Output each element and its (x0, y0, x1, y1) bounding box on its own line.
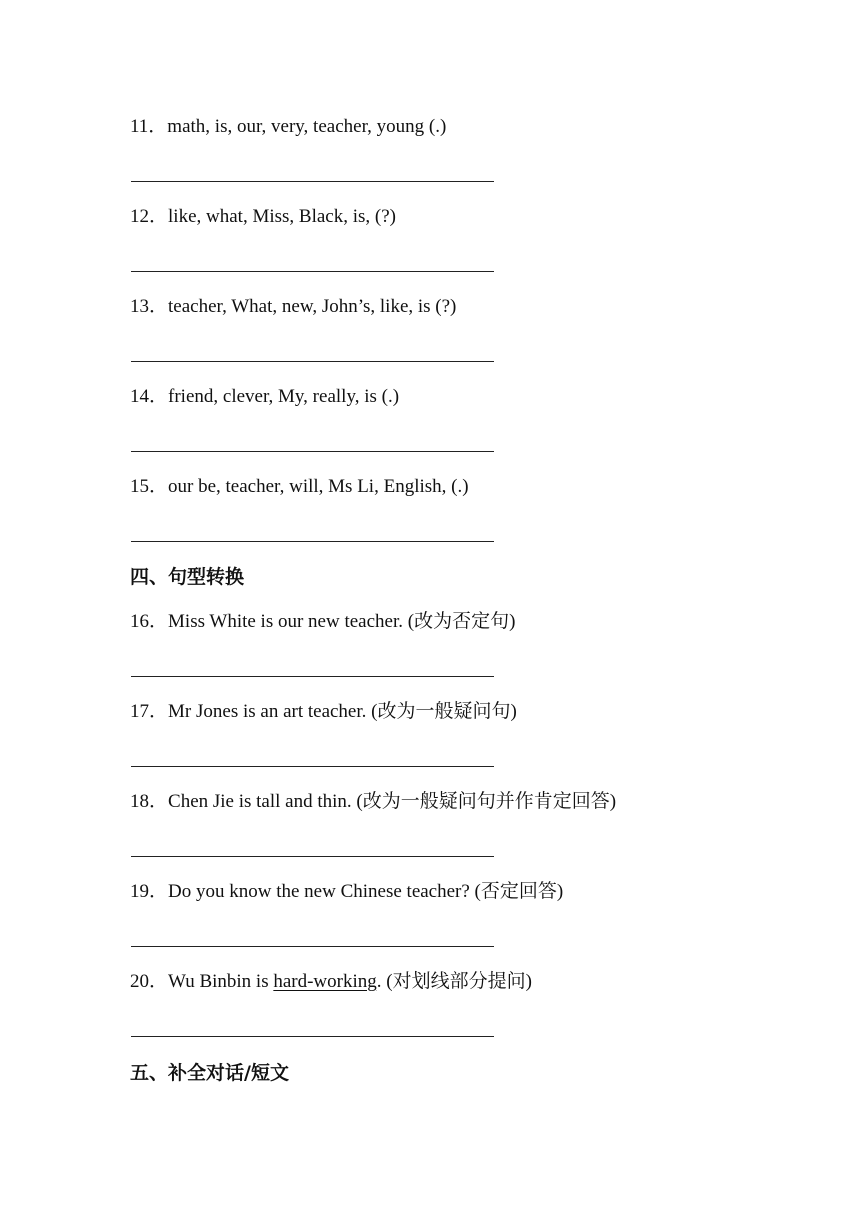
question-text: Do you know the new Chinese teacher? (否定回答) (168, 881, 564, 902)
question-17 (130, 700, 517, 724)
question-number: 20． (130, 971, 169, 992)
question-text: math, is, our, very, teacher, young (.) (167, 116, 447, 137)
answer-line-11[interactable] (131, 181, 494, 182)
question-text: Miss White is our new teacher. (改为否定句) (168, 611, 516, 632)
question-number: 14． (130, 386, 169, 407)
question-number: 13． (130, 296, 169, 317)
question-number: 11． (130, 116, 168, 137)
answer-line-15[interactable] (131, 541, 494, 542)
question-12 (130, 205, 396, 229)
question-text: Chen Jie is tall and thin. (改为一般疑问句并作肯定回答) (168, 791, 617, 812)
answer-line-14[interactable] (131, 451, 494, 452)
question-text: Mr Jones is an art teacher. (改为一般疑问句) (168, 701, 517, 722)
question-15 (130, 475, 469, 499)
question-11 (130, 115, 446, 139)
question-text: our be, teacher, will, Ms Li, English, (.) (168, 476, 469, 497)
question-number: 19． (130, 881, 169, 902)
question-number: 15． (130, 476, 169, 497)
question-18 (130, 790, 616, 814)
question-number: 17． (130, 701, 169, 722)
question-13 (130, 295, 456, 319)
question-text: like, what, Miss, Black, is, (?) (168, 206, 396, 227)
answer-line-12[interactable] (131, 271, 494, 272)
question-20 (130, 970, 532, 994)
underlined-phrase: hard-working (273, 971, 377, 992)
question-text-before: Wu Binbin is (168, 971, 274, 992)
question-text-after: . (对划线部分提问) (376, 971, 532, 992)
section-heading-five: 五、补全对话/短文 (130, 1062, 289, 1084)
question-text: teacher, What, new, John’s, like, is (?) (168, 296, 457, 317)
question-number: 12． (130, 206, 169, 227)
question-number: 16． (130, 611, 169, 632)
question-text: friend, clever, My, really, is (.) (168, 386, 400, 407)
answer-line-16[interactable] (131, 676, 494, 677)
question-16 (130, 610, 515, 634)
answer-line-19[interactable] (131, 946, 494, 947)
answer-line-18[interactable] (131, 856, 494, 857)
question-14 (130, 385, 399, 409)
answer-line-13[interactable] (131, 361, 494, 362)
question-number: 18． (130, 791, 169, 812)
section-heading-four: 四、句型转换 (130, 566, 245, 588)
answer-line-17[interactable] (131, 766, 494, 767)
answer-line-20[interactable] (131, 1036, 494, 1037)
question-19 (130, 880, 563, 904)
